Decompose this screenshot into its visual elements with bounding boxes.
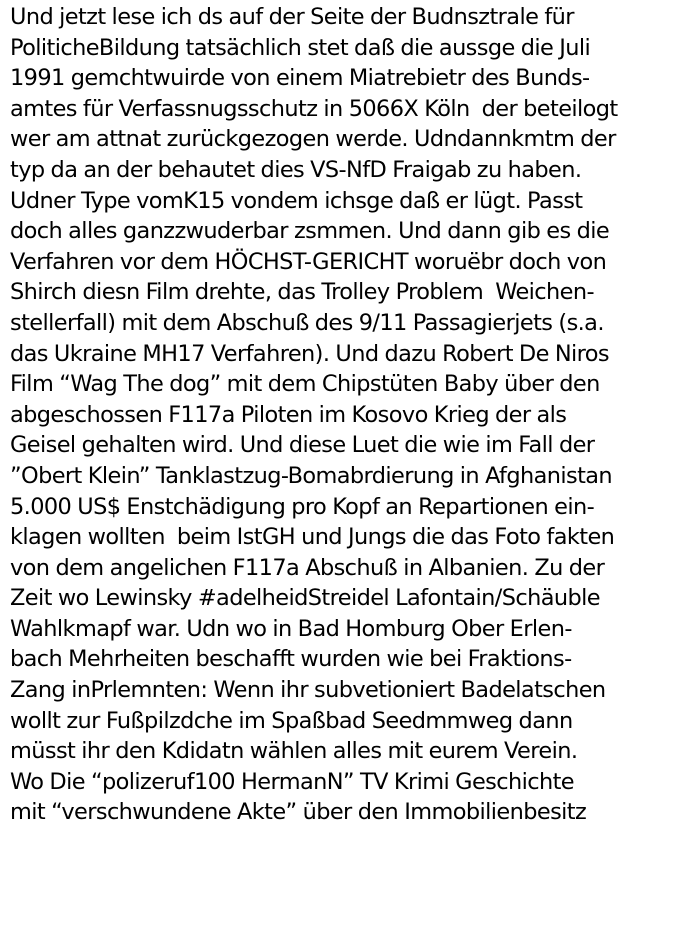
text-line: amtes für Verfassnugsschutz in 5066X Köln der beteilogt bbox=[10, 95, 618, 122]
text-line: Udner Type vomK15 vondem ichsge daß er lügt. Passt bbox=[10, 187, 583, 214]
text-line: Geisel gehalten wird. Und diese Luet die wie im Fall der bbox=[10, 432, 595, 459]
text-line: von dem angelichen F117a Abschuß in Albanien. Zu der bbox=[10, 554, 605, 581]
text-line: ”Obert Klein” Tanklastzug-Bomabrdierung in Afghanistan bbox=[10, 462, 613, 489]
text-line: das Ukraine MH17 Verfahren). Und dazu Robert De Niros bbox=[10, 340, 610, 367]
text-line: 5.000 US$ Enstchädigung pro Kopf an Repartionen ein- bbox=[10, 493, 595, 520]
text-line: Shirch diesn Film drehte, das Trolley Problem Weichen- bbox=[10, 279, 594, 306]
text-line: müsst ihr den Kdidatn wählen alles mit eurem Verein. bbox=[10, 738, 578, 765]
text-line: klagen wollten beim IstGH und Jungs die das Foto fakten bbox=[10, 524, 615, 551]
text-line: Wo Die “polizeruf100 HermanN” TV Krimi Geschichte bbox=[10, 768, 575, 795]
text-line: wollt zur Fußpilzdche im Spaßbad Seedmmweg dann bbox=[10, 707, 573, 734]
text-line: mit “verschwundene Akte” über den Immobilienbesitz bbox=[10, 799, 587, 826]
text-line: PoliticheBildung tatsächlich stet daß die aussge die Juli bbox=[10, 34, 591, 61]
text-line: wer am attnat zurückgezogen werde. Udndannkmtm der bbox=[10, 126, 616, 153]
text-line: stellerfall) mit dem Abschuß des 9/11 Passagierjets (s.a. bbox=[10, 309, 604, 336]
text-line: Und jetzt lese ich ds auf der Seite der Budnsztrale für bbox=[10, 4, 574, 30]
text-line: 1991 gemchtwuirde von einem Miatrebietr des Bunds- bbox=[10, 65, 590, 92]
text-line: Zeit wo Lewinsky #adelheidStreidel Lafontain/Schäuble bbox=[10, 585, 601, 612]
text-line: typ da an der behautet dies VS-NfD Fraigab zu haben. bbox=[10, 156, 582, 183]
text-line: Zang inPrlemnten: Wenn ihr subvetioniert Badelatschen bbox=[10, 677, 606, 704]
text-line: abgeschossen F117a Piloten im Kosovo Krieg der als bbox=[10, 401, 567, 428]
text-line: Verfahren vor dem HÖCHST-GERICHT woruëbr doch von bbox=[10, 248, 607, 275]
body-text bbox=[10, 2, 682, 828]
text-line: bach Mehrheiten beschafft wurden wie bei Fraktions- bbox=[10, 646, 572, 673]
text-line: Wahlkmapf war. Udn wo in Bad Homburg Ober Erlen- bbox=[10, 615, 572, 642]
text-line: Film “Wag The dog” mit dem Chipstüten Baby über den bbox=[10, 371, 600, 398]
text-line: doch alles ganzzwuderbar zsmmen. Und dann gib es die bbox=[10, 218, 610, 245]
